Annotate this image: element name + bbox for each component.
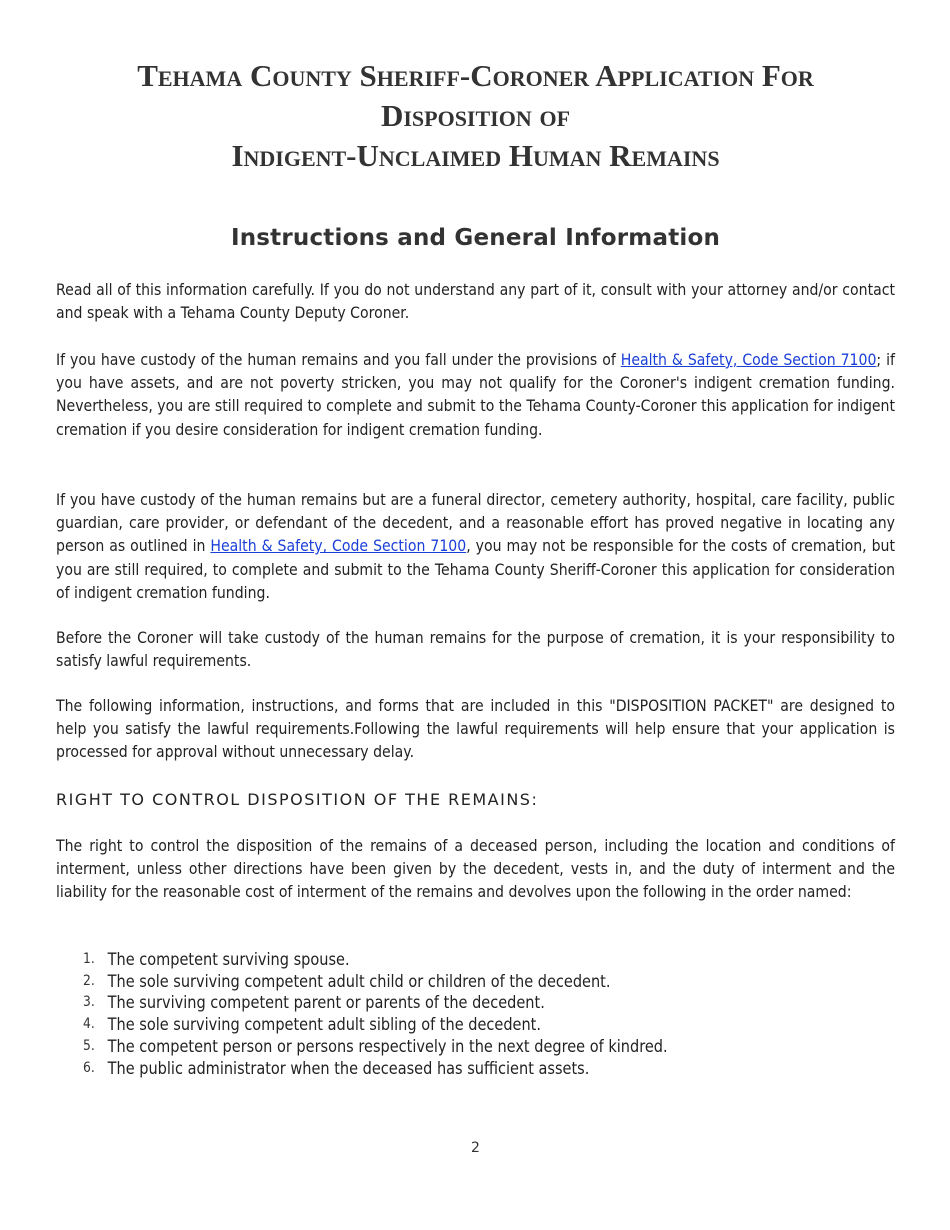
paragraph-right-to-control: The right to control the disposition of the remains of a deceased person, including the location and conditions of interment, unless other directions have been given by the decedent, vests in, and the duty of interment and the liability for the reasonable cost of interment of the remains and devolves upon the following in the order named: <box>56 836 895 902</box>
title-line-2: Disposition of <box>380 98 571 133</box>
list-number: 4. <box>83 1016 95 1033</box>
list-item <box>83 992 843 1014</box>
list-number: 2. <box>83 972 95 989</box>
section-heading-right-to-control: RIGHT TO CONTROL DISPOSITION OF THE REMAINS: <box>56 790 539 809</box>
list-text: The public administrator when the deceased has sufficient assets. <box>107 1058 590 1078</box>
page-number: 2 <box>471 1140 480 1156</box>
list-item <box>83 971 843 993</box>
paragraph-funeral-director <box>56 488 895 604</box>
document-title <box>56 56 895 176</box>
health-safety-code-link[interactable]: Health & Safety, Code Section 7100 <box>210 536 467 556</box>
list-number: 1. <box>83 951 95 967</box>
paragraph-before-custody: Before the Coroner will take custody of the human remains for the purpose of cremation, it is your responsibility to satisfy lawful requirements. <box>56 628 895 671</box>
paragraph-read-carefully: Read all of this information carefully. If you do not understand any part of it, consult with your attorney and/or contact and speak with a Tehama County Deputy Coroner. <box>56 280 895 323</box>
title-line-1: Tehama County Sheriff-Coroner Application For <box>137 58 814 93</box>
list-number: 6. <box>83 1059 95 1076</box>
paragraph-disposition-packet: The following information, instructions, and forms that are included in this "DISPOSITION PACKET" are designed to help you satisfy the lawful requirements.Following the lawful requirements will help ensure that your application is processed for approval without unnecessary delay. <box>56 696 895 762</box>
list-item <box>83 1014 843 1036</box>
list-text: The competent person or persons respectively in the next degree of kindred. <box>107 1036 668 1056</box>
paragraph-text: ; if you have assets, and are not poverty stricken, you may not qualify for the Coroner's indigent cremation funding. Nevertheless, you are still required to complete and submit to the Tehama County-Coroner this application for indigent cremation if you desire consideration for indigent cremation funding. <box>56 350 895 439</box>
paragraph-custody-provisions <box>56 348 895 441</box>
order-of-priority-list <box>83 949 843 1079</box>
section-subtitle: Instructions and General Information <box>230 225 721 251</box>
list-text: The competent surviving spouse. <box>107 950 350 969</box>
list-text: The sole surviving competent adult child or children of the decedent. <box>107 971 611 991</box>
paragraph-text: If you have custody of the human remains and you fall under the provisions of <box>56 350 621 369</box>
list-item <box>83 1036 843 1058</box>
list-item <box>83 949 843 971</box>
list-number: 5. <box>83 1037 95 1054</box>
list-number: 3. <box>83 994 95 1011</box>
paragraph-text: If you have custody of the human remains but are a funeral director, cemetery authority, hospital, care facility, public guardian, care provider, or defendant of the decedent, and a reasonable effort has proved negative in locating any person as outlined in <box>56 490 895 556</box>
health-safety-code-link[interactable]: Health & Safety, Code Section 7100 <box>620 350 877 369</box>
list-text: The sole surviving competent adult sibling of the decedent. <box>107 1015 541 1035</box>
list-item <box>83 1058 843 1080</box>
title-line-3: Indigent-Unclaimed Human Remains <box>231 138 720 173</box>
list-text: The surviving competent parent or parents of the decedent. <box>107 993 545 1013</box>
paragraph-text: , you may not be responsible for the costs of cremation, but you are still required, to complete and submit to the Tehama County Sheriff-Coroner this application for consideration of indigent cremation funding. <box>56 536 896 602</box>
